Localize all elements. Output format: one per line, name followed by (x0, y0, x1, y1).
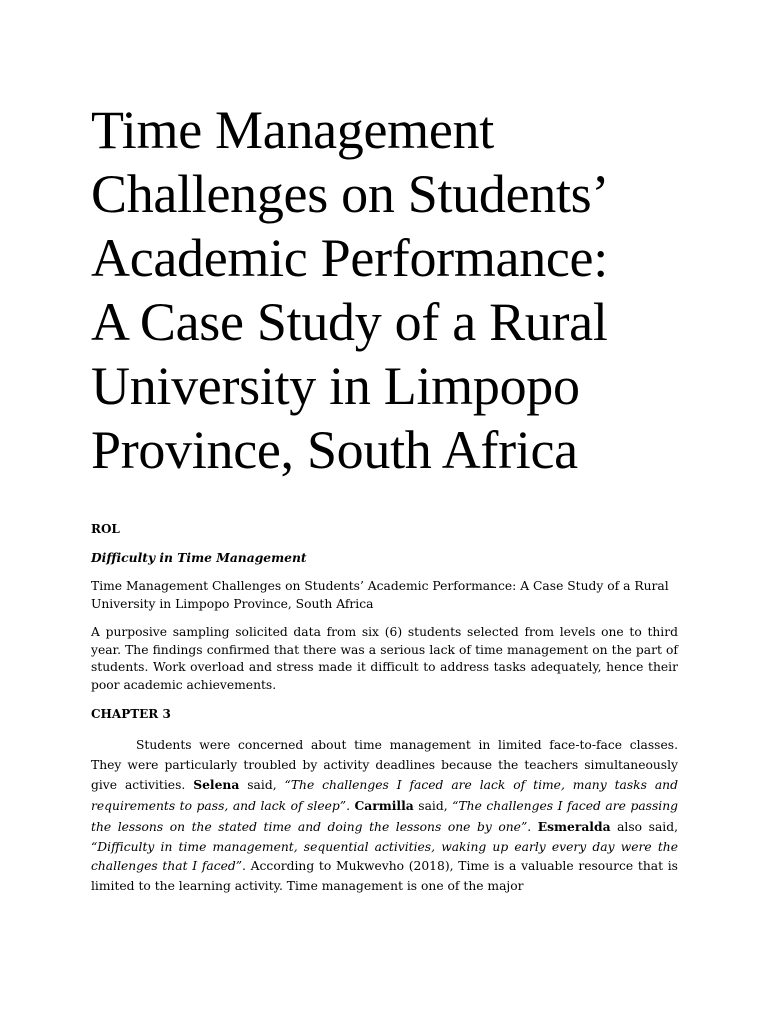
paragraph-text: said, (239, 778, 285, 793)
title-line: Challenges on Students’ (91, 164, 610, 224)
title-line: Time Management (91, 100, 494, 160)
section-subheading: Difficulty in Time Management (91, 550, 307, 565)
study-title-paragraph: Time Management Challenges on Students’ Academic Performance: A Case Study of a Rural University in Limpopo Province, South Africa (91, 579, 669, 611)
summary-paragraph: A purposive sampling solicited data from six (6) students selected from levels one to third year. The findings confirmed that there was a serious lack of time management on the part of students. Work overload and stress made it difficult to address tasks adequately, hence their poor academic achievements. (91, 625, 678, 692)
chapter-heading: CHAPTER 3 (91, 707, 171, 721)
student-name: Selena (193, 777, 240, 793)
student-name: Esmeralda (537, 818, 611, 834)
student-quote: “The challenges I faced are passing the lessons on the stated time and doing the lessons one by one” (91, 799, 678, 834)
paragraph-text: . (346, 799, 355, 814)
title-line: A Case Study of a Rural (91, 292, 608, 352)
title-line: Academic Performance: (91, 228, 608, 288)
title-line: University in Limpopo (91, 356, 580, 416)
student-quote: “Difficulty in time management, sequential activities, waking up early every day were the challenges that I faced” (91, 839, 678, 874)
paragraph-text: . (527, 819, 538, 834)
paragraph-text: . According to Mukwevho (2018), Time is a valuable resource that is limited to the learning activity. Time management is one of the major (91, 859, 678, 893)
paragraph-text: Students were concerned about time management in limited face-to-face classes. They were particularly troubled by activity deadlines because the teachers simultaneously give activities. (91, 738, 678, 793)
student-name: Carmilla (354, 798, 414, 814)
paragraph-text: said, (413, 799, 453, 814)
title-line: Province, South Africa (91, 420, 578, 480)
paragraph-text: also said, (610, 819, 678, 834)
document-title (91, 98, 731, 482)
rol-label: ROL (91, 522, 120, 536)
student-quote: “The challenges I faced are lack of time, many tasks and requirements to pass, and lack of sleep” (91, 778, 678, 814)
chapter-paragraph (91, 736, 678, 913)
